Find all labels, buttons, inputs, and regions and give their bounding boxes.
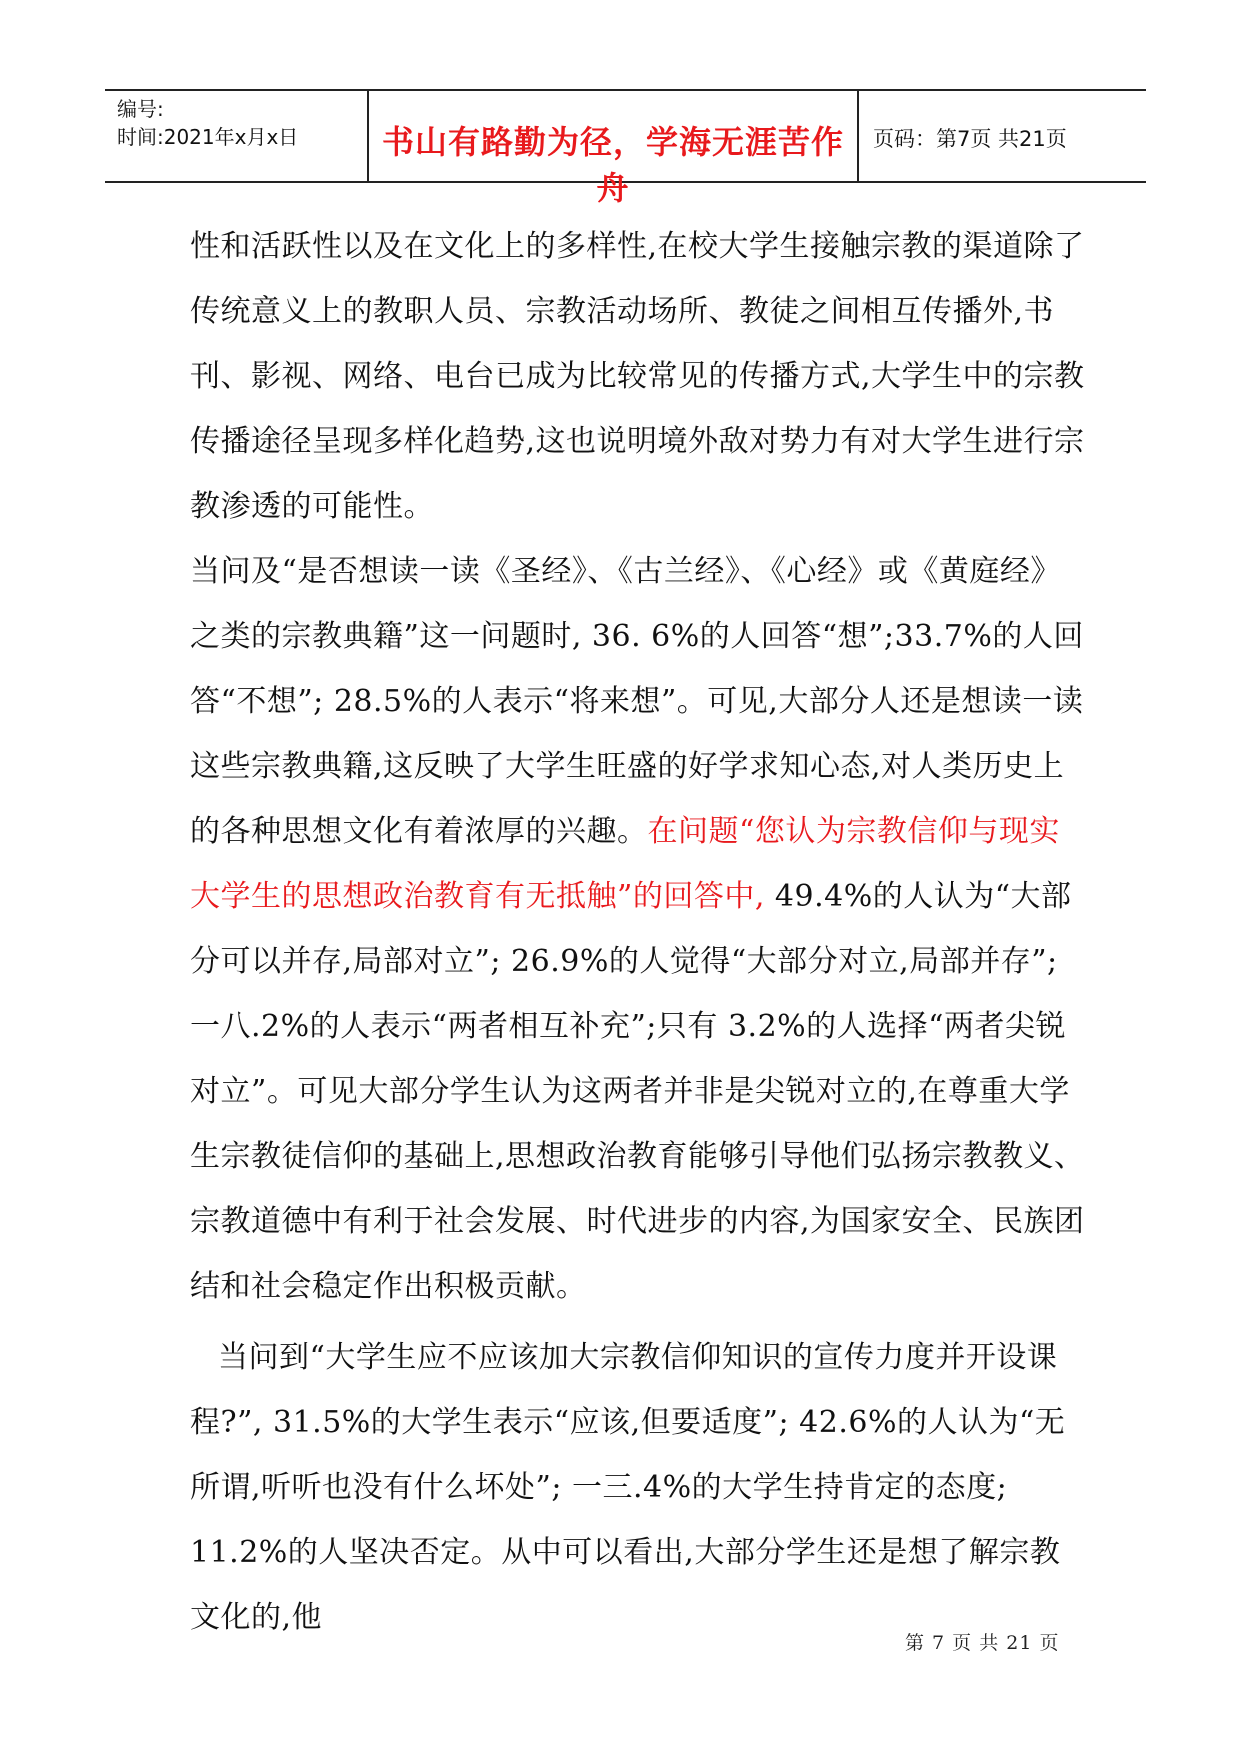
document-number-label: 编号: (117, 97, 164, 121)
highlighted-question: 在问题“您认为宗教信仰与现实大学生的思想政治教育有无抵触”的回答中, (190, 814, 1060, 914)
document-body (190, 214, 1090, 1650)
document-time-label: 时间:2021年x月x日 (117, 125, 299, 149)
header-motto: 书山有路勤为径，学海无涯苦作舟 (381, 123, 844, 207)
document-header (105, 89, 1146, 207)
paragraph-survey-tail: 49.4%的人认为“大部分可以并存,局部对立”; 26.9%的人觉得“大部分对立,局部并存”; 一八.2%的人表示“两者相互补充”;只有 3.2%的人选择“两者尖锐对立”。可见大部分学生认为这两者并非是尖锐对立的,在尊重大学生宗教徒信仰的基础上,思想政治教育能够引导他们弘扬宗教教义、宗教道德中有利于社会发展、时代进步的内容,为国家安全、民族团结和社会稳定作出积极贡献。 (190, 879, 1085, 1304)
paragraph-survey-results (190, 539, 1090, 1319)
header-page-info: 页码：第7页 共21页 (873, 127, 1067, 151)
header-divider-right (857, 91, 859, 181)
header-meta (117, 95, 367, 151)
paragraph-survey-text: 当问及“是否想读一读《圣经》、《古兰经》、《心经》或《黄庭经》之类的宗教典籍”这一问题时, 36. 6%的人回答“想”;33.7%的人回答“不想”; 28.5%的人表示“将来想”。可见,大部分人还是想读一读这些宗教典籍,这反映了大学生旺盛的好学求知心态,对人类历史上的各种思想文化有着浓厚的兴趣。 (190, 554, 1084, 849)
page-footer: 第 7 页 共 21 页 (905, 1632, 1060, 1654)
paragraph-course-question: 当问到“大学生应不应该加大宗教信仰知识的宣传力度并开设课程?”, 31.5%的大学生表示“应该,但要适度”; 42.6%的人认为“无所谓,听听也没有什么坏处”; 一三.4%的大学生持肯定的态度; 11.2%的人坚决否定。从中可以看出,大部分学生还是想了解宗教文化的,他 (190, 1340, 1066, 1635)
paragraph-channels: 性和活跃性以及在文化上的多样性,在校大学生接触宗教的渠道除了传统意义上的教职人员、宗教活动场所、教徒之间相互传播外,书刊、影视、网络、电台已成为比较常见的传播方式,大学生中的宗教传播途径呈现多样化趋势,这也说明境外敌对势力有对大学生进行宗教渗透的可能性。 (190, 229, 1085, 524)
